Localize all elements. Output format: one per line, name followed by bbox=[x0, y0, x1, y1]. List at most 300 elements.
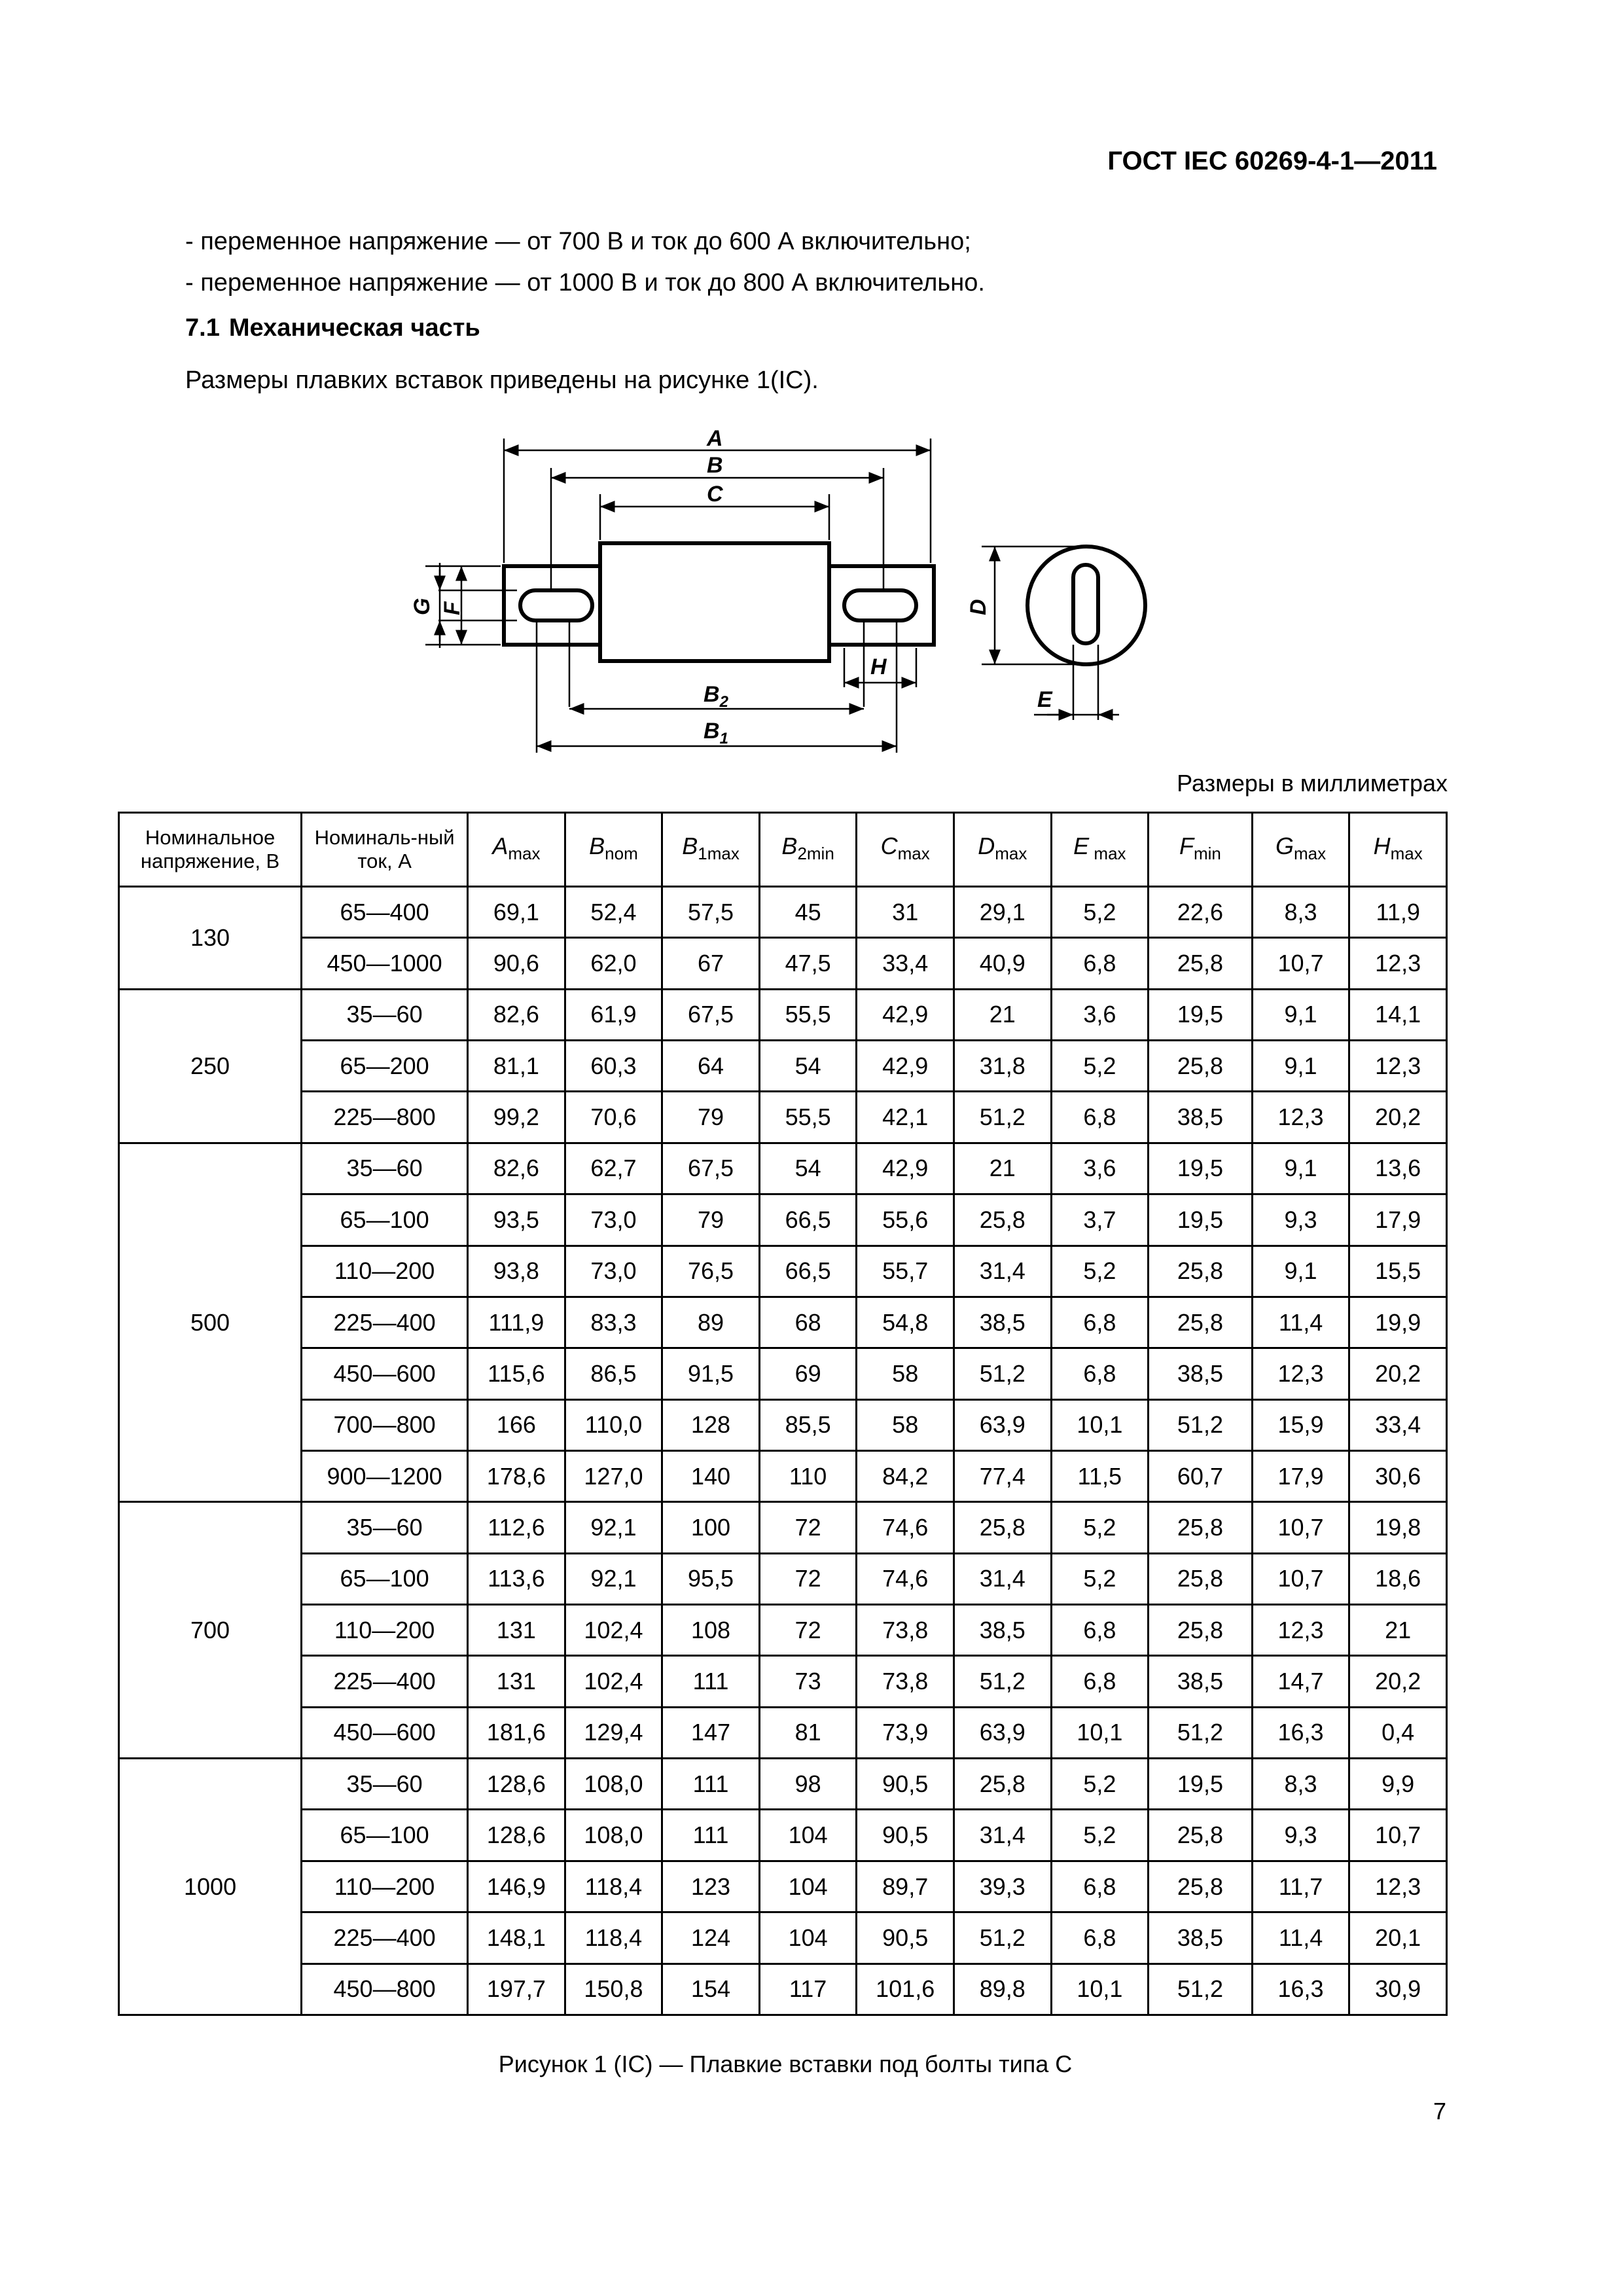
current-cell: 35—60 bbox=[302, 989, 468, 1040]
value-cell: 178,6 bbox=[468, 1450, 565, 1501]
value-cell: 51,2 bbox=[954, 1092, 1051, 1143]
header-dimension: $A_{max}$ bbox=[468, 813, 565, 887]
table-row bbox=[119, 989, 1447, 1040]
current-cell: 110—200 bbox=[302, 1246, 468, 1297]
value-cell: 11,4 bbox=[1252, 1912, 1349, 1964]
value-cell: 55,5 bbox=[759, 1092, 857, 1143]
value-cell: 79 bbox=[662, 1194, 760, 1246]
current-cell: 65—100 bbox=[302, 1194, 468, 1246]
value-cell: 51,2 bbox=[1149, 1964, 1253, 2015]
value-cell: 62,0 bbox=[565, 938, 662, 989]
value-cell: 74,6 bbox=[857, 1553, 954, 1604]
current-cell: 450—600 bbox=[302, 1707, 468, 1758]
voltage-cell: 500 bbox=[119, 1143, 302, 1502]
table-row bbox=[119, 1348, 1447, 1399]
value-cell: 10,7 bbox=[1252, 1502, 1349, 1553]
value-cell: 111,9 bbox=[468, 1297, 565, 1348]
value-cell: 10,1 bbox=[1051, 1964, 1149, 2015]
value-cell: 74,6 bbox=[857, 1502, 954, 1553]
value-cell: 89 bbox=[662, 1297, 760, 1348]
label-c: C bbox=[707, 482, 723, 507]
current-cell: 65—200 bbox=[302, 1041, 468, 1092]
value-cell: 82,6 bbox=[468, 1143, 565, 1194]
value-cell: 131 bbox=[468, 1656, 565, 1707]
intro-line: - переменное напряжение — от 700 В и ток до 600 А включительно; bbox=[185, 228, 971, 255]
value-cell: 98 bbox=[759, 1759, 857, 1810]
value-cell: 110,0 bbox=[565, 1399, 662, 1450]
value-cell: 25,8 bbox=[1149, 1861, 1253, 1912]
value-cell: 102,4 bbox=[565, 1605, 662, 1656]
value-cell: 57,5 bbox=[662, 887, 760, 938]
value-cell: 90,6 bbox=[468, 938, 565, 989]
current-cell: 35—60 bbox=[302, 1759, 468, 1810]
value-cell: 73 bbox=[759, 1656, 857, 1707]
value-cell: 38,5 bbox=[1149, 1912, 1253, 1964]
value-cell: 86,5 bbox=[565, 1348, 662, 1399]
value-cell: 51,2 bbox=[954, 1912, 1051, 1964]
value-cell: 12,3 bbox=[1349, 938, 1447, 989]
value-cell: 38,5 bbox=[1149, 1092, 1253, 1143]
value-cell: 17,9 bbox=[1252, 1450, 1349, 1501]
value-cell: 9,1 bbox=[1252, 1041, 1349, 1092]
table-row bbox=[119, 1759, 1447, 1810]
value-cell: 16,3 bbox=[1252, 1964, 1349, 2015]
table-row bbox=[119, 1502, 1447, 1553]
value-cell: 5,2 bbox=[1051, 887, 1149, 938]
value-cell: 89,8 bbox=[954, 1964, 1051, 2015]
value-cell: 92,1 bbox=[565, 1502, 662, 1553]
voltage-cell: 1000 bbox=[119, 1759, 302, 2015]
label-d: D bbox=[966, 599, 991, 615]
value-cell: 90,5 bbox=[857, 1810, 954, 1861]
value-cell: 29,1 bbox=[954, 887, 1051, 938]
value-cell: 14,7 bbox=[1252, 1656, 1349, 1707]
value-cell: 111 bbox=[662, 1759, 760, 1810]
value-cell: 6,8 bbox=[1051, 1092, 1149, 1143]
value-cell: 148,1 bbox=[468, 1912, 565, 1964]
value-cell: 25,8 bbox=[954, 1759, 1051, 1810]
value-cell: 8,3 bbox=[1252, 1759, 1349, 1810]
value-cell: 17,9 bbox=[1349, 1194, 1447, 1246]
value-cell: 31 bbox=[857, 887, 954, 938]
value-cell: 113,6 bbox=[468, 1553, 565, 1604]
value-cell: 0,4 bbox=[1349, 1707, 1447, 1758]
value-cell: 77,4 bbox=[954, 1450, 1051, 1501]
value-cell: 30,6 bbox=[1349, 1450, 1447, 1501]
value-cell: 73,0 bbox=[565, 1194, 662, 1246]
value-cell: 9,1 bbox=[1252, 989, 1349, 1040]
page-number: 7 bbox=[1433, 2098, 1446, 2125]
label-a: A bbox=[707, 426, 723, 451]
value-cell: 21 bbox=[954, 1143, 1051, 1194]
table-row bbox=[119, 1399, 1447, 1450]
paragraph: Размеры плавких вставок приведены на рисунке 1(IC). bbox=[185, 367, 819, 394]
value-cell: 38,5 bbox=[1149, 1348, 1253, 1399]
value-cell: 93,5 bbox=[468, 1194, 565, 1246]
value-cell: 22,6 bbox=[1149, 887, 1253, 938]
value-cell: 51,2 bbox=[1149, 1399, 1253, 1450]
current-cell: 450—600 bbox=[302, 1348, 468, 1399]
value-cell: 67 bbox=[662, 938, 760, 989]
value-cell: 25,8 bbox=[954, 1502, 1051, 1553]
current-cell: 35—60 bbox=[302, 1502, 468, 1553]
value-cell: 11,7 bbox=[1252, 1861, 1349, 1912]
table-row bbox=[119, 1707, 1447, 1758]
value-cell: 51,2 bbox=[954, 1348, 1051, 1399]
intro-line: - переменное напряжение — от 1000 В и ток до 800 А включительно. bbox=[185, 269, 985, 296]
value-cell: 140 bbox=[662, 1450, 760, 1501]
value-cell: 19,5 bbox=[1149, 989, 1253, 1040]
label-g: G bbox=[410, 598, 435, 615]
value-cell: 51,2 bbox=[954, 1656, 1051, 1707]
value-cell: 11,9 bbox=[1349, 887, 1447, 938]
value-cell: 9,1 bbox=[1252, 1246, 1349, 1297]
value-cell: 58 bbox=[857, 1399, 954, 1450]
current-cell: 65—100 bbox=[302, 1553, 468, 1604]
table-row bbox=[119, 1092, 1447, 1143]
value-cell: 63,9 bbox=[954, 1707, 1051, 1758]
value-cell: 14,1 bbox=[1349, 989, 1447, 1040]
value-cell: 92,1 bbox=[565, 1553, 662, 1604]
fuse-drawing bbox=[393, 419, 1165, 772]
value-cell: 55,7 bbox=[857, 1246, 954, 1297]
current-cell: 450—800 bbox=[302, 1964, 468, 2015]
value-cell: 128,6 bbox=[468, 1810, 565, 1861]
value-cell: 108,0 bbox=[565, 1810, 662, 1861]
value-cell: 84,2 bbox=[857, 1450, 954, 1501]
value-cell: 110 bbox=[759, 1450, 857, 1501]
value-cell: 70,6 bbox=[565, 1092, 662, 1143]
value-cell: 8,3 bbox=[1252, 887, 1349, 938]
value-cell: 16,3 bbox=[1252, 1707, 1349, 1758]
value-cell: 62,7 bbox=[565, 1143, 662, 1194]
value-cell: 5,2 bbox=[1051, 1041, 1149, 1092]
value-cell: 61,9 bbox=[565, 989, 662, 1040]
value-cell: 55,5 bbox=[759, 989, 857, 1040]
value-cell: 9,3 bbox=[1252, 1194, 1349, 1246]
value-cell: 131 bbox=[468, 1605, 565, 1656]
value-cell: 128,6 bbox=[468, 1759, 565, 1810]
value-cell: 90,5 bbox=[857, 1759, 954, 1810]
value-cell: 69,1 bbox=[468, 887, 565, 938]
value-cell: 81 bbox=[759, 1707, 857, 1758]
section-number: 7.1 bbox=[185, 314, 220, 342]
value-cell: 10,7 bbox=[1349, 1810, 1447, 1861]
value-cell: 6,8 bbox=[1051, 938, 1149, 989]
value-cell: 19,8 bbox=[1349, 1502, 1447, 1553]
value-cell: 12,3 bbox=[1349, 1861, 1447, 1912]
dimensions-table bbox=[118, 812, 1448, 2016]
value-cell: 13,6 bbox=[1349, 1143, 1447, 1194]
value-cell: 69 bbox=[759, 1348, 857, 1399]
value-cell: 10,1 bbox=[1051, 1399, 1149, 1450]
value-cell: 21 bbox=[954, 989, 1051, 1040]
value-cell: 6,8 bbox=[1051, 1348, 1149, 1399]
value-cell: 111 bbox=[662, 1810, 760, 1861]
value-cell: 112,6 bbox=[468, 1502, 565, 1553]
value-cell: 5,2 bbox=[1051, 1246, 1149, 1297]
header-dimension: E $_{max}$ bbox=[1051, 813, 1149, 887]
voltage-cell: 130 bbox=[119, 887, 302, 990]
value-cell: 25,8 bbox=[954, 1194, 1051, 1246]
right-slot bbox=[844, 590, 916, 620]
value-cell: 38,5 bbox=[954, 1297, 1051, 1348]
value-cell: 20,2 bbox=[1349, 1092, 1447, 1143]
value-cell: 20,1 bbox=[1349, 1912, 1447, 1964]
current-cell: 225—800 bbox=[302, 1092, 468, 1143]
value-cell: 79 bbox=[662, 1092, 760, 1143]
value-cell: 11,5 bbox=[1051, 1450, 1149, 1501]
current-cell: 65—400 bbox=[302, 887, 468, 938]
value-cell: 123 bbox=[662, 1861, 760, 1912]
value-cell: 147 bbox=[662, 1707, 760, 1758]
header-row bbox=[119, 813, 1447, 887]
value-cell: 76,5 bbox=[662, 1246, 760, 1297]
value-cell: 33,4 bbox=[1349, 1399, 1447, 1450]
value-cell: 146,9 bbox=[468, 1861, 565, 1912]
value-cell: 10,7 bbox=[1252, 938, 1349, 989]
label-h: H bbox=[870, 655, 887, 679]
value-cell: 12,3 bbox=[1349, 1041, 1447, 1092]
header-dimension: $G_{max}$ bbox=[1252, 813, 1349, 887]
value-cell: 47,5 bbox=[759, 938, 857, 989]
value-cell: 25,8 bbox=[1149, 1297, 1253, 1348]
value-cell: 67,5 bbox=[662, 989, 760, 1040]
value-cell: 129,4 bbox=[565, 1707, 662, 1758]
table-row bbox=[119, 1964, 1447, 2015]
value-cell: 25,8 bbox=[1149, 1553, 1253, 1604]
value-cell: 42,9 bbox=[857, 989, 954, 1040]
value-cell: 99,2 bbox=[468, 1092, 565, 1143]
value-cell: 127,0 bbox=[565, 1450, 662, 1501]
voltage-cell: 700 bbox=[119, 1502, 302, 1759]
value-cell: 31,4 bbox=[954, 1553, 1051, 1604]
value-cell: 100 bbox=[662, 1502, 760, 1553]
current-cell: 700—800 bbox=[302, 1399, 468, 1450]
value-cell: 111 bbox=[662, 1656, 760, 1707]
value-cell: 6,8 bbox=[1051, 1297, 1149, 1348]
table-row bbox=[119, 1194, 1447, 1246]
value-cell: 91,5 bbox=[662, 1348, 760, 1399]
value-cell: 67,5 bbox=[662, 1143, 760, 1194]
header-dimension: $H_{max}$ bbox=[1349, 813, 1447, 887]
document-code: ГОСТ IEC 60269-4-1—2011 bbox=[1107, 147, 1437, 175]
value-cell: 118,4 bbox=[565, 1861, 662, 1912]
value-cell: 3,6 bbox=[1051, 1143, 1149, 1194]
label-b2: $B_2$ bbox=[704, 682, 728, 711]
value-cell: 73,8 bbox=[857, 1656, 954, 1707]
value-cell: 42,9 bbox=[857, 1143, 954, 1194]
value-cell: 6,8 bbox=[1051, 1861, 1149, 1912]
current-cell: 900—1200 bbox=[302, 1450, 468, 1501]
table-row bbox=[119, 1143, 1447, 1194]
value-cell: 9,9 bbox=[1349, 1759, 1447, 1810]
value-cell: 73,8 bbox=[857, 1605, 954, 1656]
value-cell: 72 bbox=[759, 1502, 857, 1553]
value-cell: 101,6 bbox=[857, 1964, 954, 2015]
value-cell: 95,5 bbox=[662, 1553, 760, 1604]
value-cell: 154 bbox=[662, 1964, 760, 2015]
value-cell: 15,9 bbox=[1252, 1399, 1349, 1450]
value-cell: 5,2 bbox=[1051, 1810, 1149, 1861]
header-dimension: $B_{nom}$ bbox=[565, 813, 662, 887]
end-view-slot bbox=[1073, 565, 1098, 643]
section-title: Механическая часть bbox=[228, 314, 480, 342]
value-cell: 3,6 bbox=[1051, 989, 1149, 1040]
current-cell: 110—200 bbox=[302, 1605, 468, 1656]
value-cell: 150,8 bbox=[565, 1964, 662, 2015]
value-cell: 124 bbox=[662, 1912, 760, 1964]
table-row bbox=[119, 1041, 1447, 1092]
value-cell: 55,6 bbox=[857, 1194, 954, 1246]
voltage-cell: 250 bbox=[119, 989, 302, 1143]
value-cell: 6,8 bbox=[1051, 1656, 1149, 1707]
value-cell: 15,5 bbox=[1349, 1246, 1447, 1297]
value-cell: 85,5 bbox=[759, 1399, 857, 1450]
header-dimension: $F_{min}$ bbox=[1149, 813, 1253, 887]
value-cell: 10,7 bbox=[1252, 1553, 1349, 1604]
value-cell: 90,5 bbox=[857, 1912, 954, 1964]
value-cell: 83,3 bbox=[565, 1297, 662, 1348]
value-cell: 9,1 bbox=[1252, 1143, 1349, 1194]
value-cell: 38,5 bbox=[954, 1605, 1051, 1656]
value-cell: 73,0 bbox=[565, 1246, 662, 1297]
value-cell: 117 bbox=[759, 1964, 857, 2015]
value-cell: 21 bbox=[1349, 1605, 1447, 1656]
value-cell: 5,2 bbox=[1051, 1759, 1149, 1810]
value-cell: 31,8 bbox=[954, 1041, 1051, 1092]
value-cell: 104 bbox=[759, 1810, 857, 1861]
value-cell: 10,1 bbox=[1051, 1707, 1149, 1758]
value-cell: 93,8 bbox=[468, 1246, 565, 1297]
label-f: F bbox=[440, 601, 465, 615]
value-cell: 104 bbox=[759, 1861, 857, 1912]
header-dimension: $B_{1max}$ bbox=[662, 813, 760, 887]
value-cell: 6,8 bbox=[1051, 1912, 1149, 1964]
value-cell: 19,9 bbox=[1349, 1297, 1447, 1348]
value-cell: 60,7 bbox=[1149, 1450, 1253, 1501]
table-row bbox=[119, 1450, 1447, 1501]
table-row bbox=[119, 1605, 1447, 1656]
value-cell: 6,8 bbox=[1051, 1605, 1149, 1656]
intro-list bbox=[185, 221, 985, 304]
value-cell: 31,4 bbox=[954, 1810, 1051, 1861]
value-cell: 45 bbox=[759, 887, 857, 938]
value-cell: 25,8 bbox=[1149, 1502, 1253, 1553]
table-row bbox=[119, 1861, 1447, 1912]
value-cell: 40,9 bbox=[954, 938, 1051, 989]
current-cell: 65—100 bbox=[302, 1810, 468, 1861]
value-cell: 25,8 bbox=[1149, 1605, 1253, 1656]
value-cell: 20,2 bbox=[1349, 1348, 1447, 1399]
current-cell: 225—400 bbox=[302, 1297, 468, 1348]
value-cell: 66,5 bbox=[759, 1194, 857, 1246]
current-cell: 35—60 bbox=[302, 1143, 468, 1194]
value-cell: 5,2 bbox=[1051, 1553, 1149, 1604]
value-cell: 82,6 bbox=[468, 989, 565, 1040]
value-cell: 19,5 bbox=[1149, 1759, 1253, 1810]
value-cell: 9,3 bbox=[1252, 1810, 1349, 1861]
header-dimension: $B_{2min}$ bbox=[759, 813, 857, 887]
value-cell: 19,5 bbox=[1149, 1143, 1253, 1194]
table-row bbox=[119, 1553, 1447, 1604]
fuse-body bbox=[600, 543, 829, 661]
header-dimension: $D_{max}$ bbox=[954, 813, 1051, 887]
value-cell: 166 bbox=[468, 1399, 565, 1450]
value-cell: 104 bbox=[759, 1912, 857, 1964]
figure-caption: Рисунок 1 (IC) — Плавкие вставки под болты типа С bbox=[498, 2051, 1073, 2077]
table-row bbox=[119, 1912, 1447, 1964]
value-cell: 108,0 bbox=[565, 1759, 662, 1810]
value-cell: 60,3 bbox=[565, 1041, 662, 1092]
value-cell: 54,8 bbox=[857, 1297, 954, 1348]
value-cell: 25,8 bbox=[1149, 1810, 1253, 1861]
value-cell: 68 bbox=[759, 1297, 857, 1348]
value-cell: 18,6 bbox=[1349, 1553, 1447, 1604]
value-cell: 81,1 bbox=[468, 1041, 565, 1092]
value-cell: 51,2 bbox=[1149, 1707, 1253, 1758]
value-cell: 31,4 bbox=[954, 1246, 1051, 1297]
header-dimension: $C_{max}$ bbox=[857, 813, 954, 887]
value-cell: 42,1 bbox=[857, 1092, 954, 1143]
table-row bbox=[119, 1656, 1447, 1707]
value-cell: 108 bbox=[662, 1605, 760, 1656]
current-cell: 225—400 bbox=[302, 1912, 468, 1964]
table-row bbox=[119, 938, 1447, 989]
table-row bbox=[119, 1246, 1447, 1297]
value-cell: 42,9 bbox=[857, 1041, 954, 1092]
value-cell: 197,7 bbox=[468, 1964, 565, 2015]
value-cell: 38,5 bbox=[1149, 1656, 1253, 1707]
left-slot bbox=[520, 590, 592, 620]
value-cell: 115,6 bbox=[468, 1348, 565, 1399]
current-cell: 110—200 bbox=[302, 1861, 468, 1912]
value-cell: 102,4 bbox=[565, 1656, 662, 1707]
value-cell: 73,9 bbox=[857, 1707, 954, 1758]
value-cell: 11,4 bbox=[1252, 1297, 1349, 1348]
value-cell: 3,7 bbox=[1051, 1194, 1149, 1246]
value-cell: 63,9 bbox=[954, 1399, 1051, 1450]
value-cell: 20,2 bbox=[1349, 1656, 1447, 1707]
value-cell: 30,9 bbox=[1349, 1964, 1447, 2015]
value-cell: 128 bbox=[662, 1399, 760, 1450]
units-note: Размеры в миллиметрах bbox=[1177, 770, 1448, 797]
table-row bbox=[119, 1810, 1447, 1861]
value-cell: 5,2 bbox=[1051, 1502, 1149, 1553]
value-cell: 25,8 bbox=[1149, 1246, 1253, 1297]
value-cell: 66,5 bbox=[759, 1246, 857, 1297]
section-heading bbox=[185, 314, 480, 342]
value-cell: 52,4 bbox=[565, 887, 662, 938]
value-cell: 39,3 bbox=[954, 1861, 1051, 1912]
header-voltage: Номинальное напряжение, В bbox=[119, 813, 302, 887]
value-cell: 54 bbox=[759, 1143, 857, 1194]
value-cell: 58 bbox=[857, 1348, 954, 1399]
table-row bbox=[119, 1297, 1447, 1348]
value-cell: 89,7 bbox=[857, 1861, 954, 1912]
value-cell: 54 bbox=[759, 1041, 857, 1092]
value-cell: 181,6 bbox=[468, 1707, 565, 1758]
value-cell: 72 bbox=[759, 1605, 857, 1656]
table-row bbox=[119, 887, 1447, 938]
current-cell: 450—1000 bbox=[302, 938, 468, 989]
value-cell: 72 bbox=[759, 1553, 857, 1604]
value-cell: 19,5 bbox=[1149, 1194, 1253, 1246]
value-cell: 12,3 bbox=[1252, 1605, 1349, 1656]
value-cell: 25,8 bbox=[1149, 938, 1253, 989]
value-cell: 118,4 bbox=[565, 1912, 662, 1964]
value-cell: 33,4 bbox=[857, 938, 954, 989]
